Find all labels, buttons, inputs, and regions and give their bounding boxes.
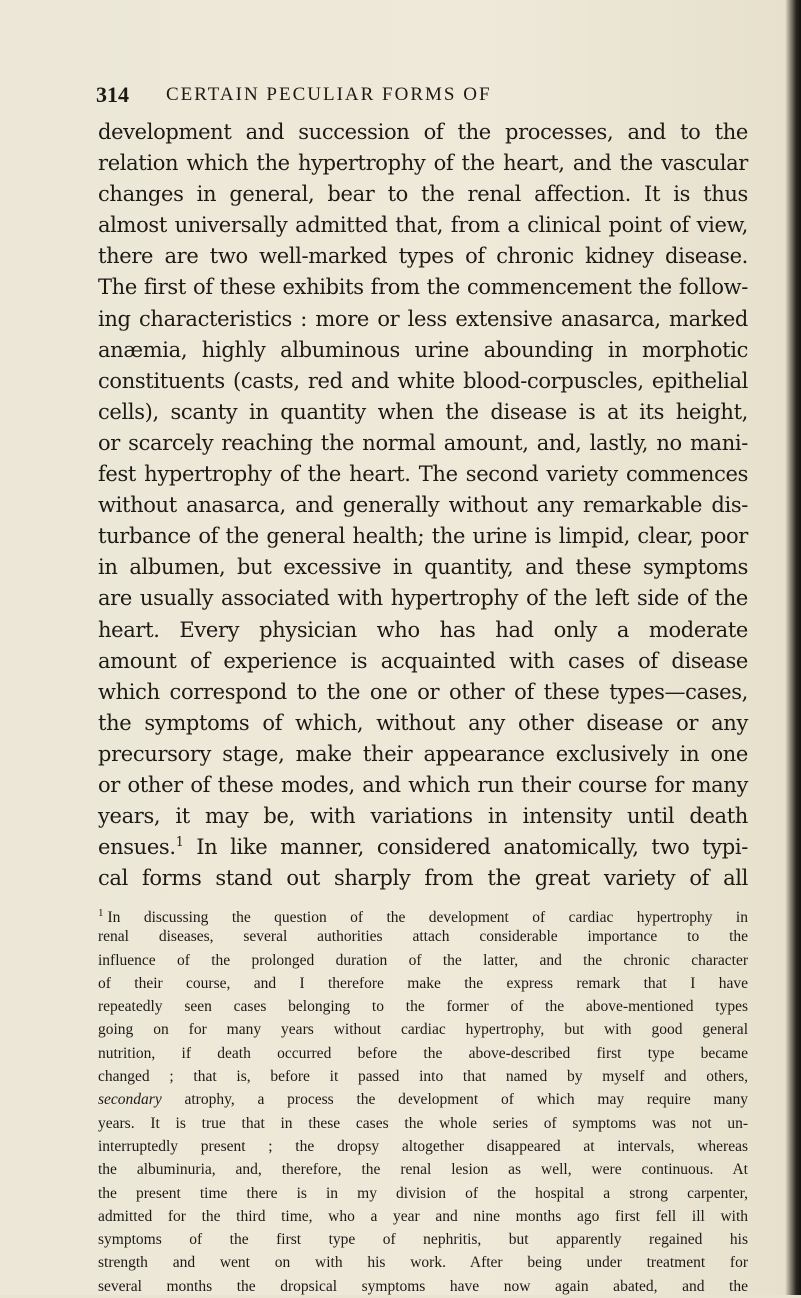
footnote-line: interruptedly present ; the dropsy altogether disappeared at intervals, whereas — [98, 1137, 748, 1155]
text-fragment: ensues. — [98, 835, 176, 860]
text-line: heart. Every physician who has had only a moderate — [98, 617, 748, 642]
footnote-line: repeatedly seen cases belonging to the former of the above-mentioned types — [98, 998, 748, 1016]
text-line: there are two well-marked types of chronic kidney disease. — [98, 244, 748, 269]
footnote-line: of their course, and I therefore make the express remark that I have — [98, 974, 748, 992]
text-line: anæmia, highly albuminous urine abounding in morphotic — [98, 337, 748, 362]
footnote-line: nutrition, if death occurred before the above-described first type became — [98, 1044, 748, 1062]
footnote-reference: 1 — [175, 834, 184, 850]
text-line: the symptoms of which, without any other disease or any — [98, 710, 748, 735]
text-line: The first of these exhibits from the commencement the follow- — [98, 275, 748, 300]
footnote-line — [98, 902, 748, 925]
text-fragment: In like manner, considered anatomically, two typi- — [196, 835, 748, 860]
footnote-line: years. It is true that in these cases the whole series of symptoms was not un- — [98, 1114, 748, 1132]
footnote-text: atrophy, a process the development of which may require many — [184, 1091, 748, 1109]
text-line: amount of experience is acquainted with cases of disease — [98, 648, 748, 673]
text-line: ing characteristics : more or less extensive anasarca, marked — [98, 306, 748, 331]
page-header — [96, 82, 736, 112]
footnote-line: changed ; that is, before it passed into that named by myself and others, — [98, 1068, 748, 1086]
text-line: precursory stage, make their appearance exclusively in one — [98, 741, 748, 766]
footnote-line: symptoms of the first type of nephritis, but apparently regained his — [98, 1231, 748, 1249]
main-text — [98, 117, 748, 894]
text-line: changes in general, bear to the renal affection. It is thus — [98, 182, 748, 207]
footnotes — [98, 902, 748, 1298]
text-line: constituents (casts, red and white blood-corpuscles, epithelial — [98, 368, 748, 393]
footnote-line: strength and went on with his work. After being under treatment for — [98, 1254, 748, 1272]
footnote-marker: 1 — [98, 907, 104, 919]
text-line: or scarcely reaching the normal amount, and, lastly, no mani- — [98, 430, 748, 455]
page-edge-shadow — [785, 0, 801, 1295]
footnote-line: the albuminuria, and, therefore, the renal lesion as well, were continuous. At — [98, 1161, 748, 1179]
running-head: CERTAIN PECULIAR FORMS OF — [166, 84, 492, 105]
text-line: almost universally admitted that, from a clinical point of view, — [98, 213, 748, 238]
text-line: turbance of the general health; the urine is limpid, clear, poor — [98, 524, 748, 549]
text-line: in albumen, but excessive in quantity, and these symptoms — [98, 555, 748, 580]
footnote-line: several months the dropsical symptoms have now again abated, and the — [98, 1277, 748, 1295]
italic-word: secondary — [98, 1091, 162, 1109]
text-line: years, it may be, with variations in intensity until death — [98, 804, 748, 829]
footnote-line: influence of the prolonged duration of the latter, and the chronic character — [98, 951, 748, 969]
text-line-with-footnote-ref — [98, 832, 748, 863]
text-line: cells), scanty in quantity when the disease is at its height, — [98, 399, 748, 424]
page-number: 314 — [96, 82, 129, 107]
footnote-line: the present time there is in my division of the hospital a strong carpenter, — [98, 1184, 748, 1202]
footnote-line: renal diseases, several authorities attach considerable importance to the — [98, 928, 748, 946]
text-line: without anasarca, and generally without any remarkable dis- — [98, 493, 748, 518]
footnote-line — [98, 1088, 748, 1111]
text-line: fest hypertrophy of the heart. The second variety commences — [98, 462, 748, 487]
text-line: development and succession of the processes, and to the — [98, 120, 748, 144]
text-line: which correspond to the one or other of these types—cases, — [98, 679, 748, 704]
footnote-text: In discussing the question of the development of cardiac hypertrophy in — [107, 909, 748, 927]
text-line: are usually associated with hypertrophy of the left side of the — [98, 586, 748, 611]
footnote-line: admitted for the third time, who a year and nine months ago first fell ill with — [98, 1207, 748, 1225]
text-line: or other of these modes, and which run their course for many — [98, 772, 748, 797]
footnote-line: going on for many years without cardiac hypertrophy, but with good general — [98, 1021, 748, 1039]
text-line: relation which the hypertrophy of the heart, and the vascular — [98, 151, 748, 176]
text-line: cal forms stand out sharply from the great variety of all — [98, 866, 748, 891]
